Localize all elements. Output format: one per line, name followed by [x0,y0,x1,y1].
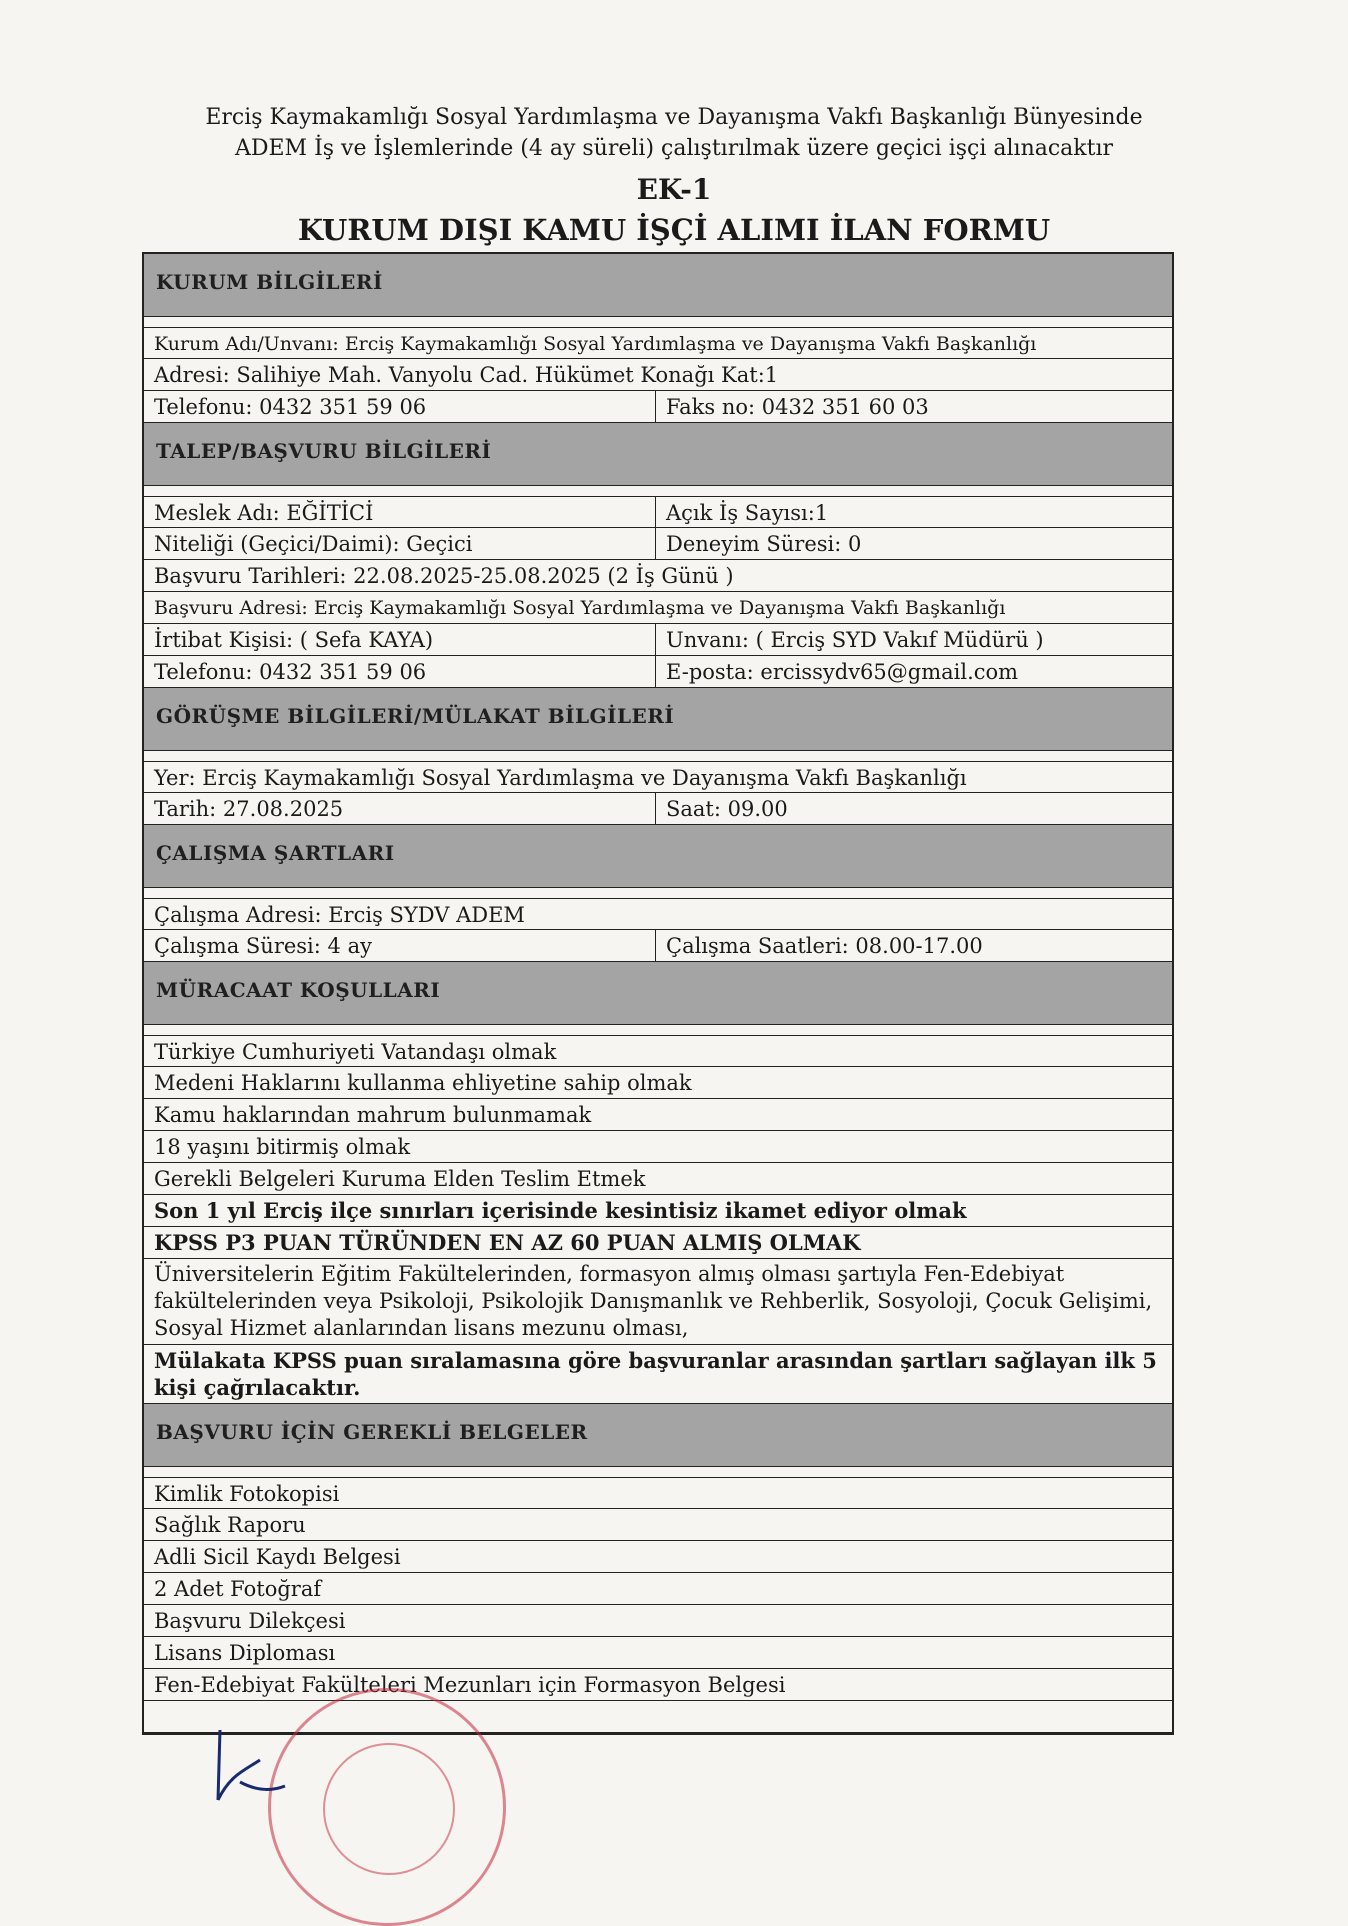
talep-experience: Deneyim Süresi: 0 [666,532,862,556]
muracaat-item-text: 18 yaşını bitirmiş olmak [154,1135,411,1159]
section-muracaat-header [144,962,1172,1025]
doc-title: KURUM DIŞI KAMU İŞÇİ ALIMI İLAN FORMU [297,213,1051,247]
muracaat-item [144,1227,1172,1259]
kurum-fax: Faks no: 0432 351 60 03 [666,395,929,419]
talep-email: E-posta: ercissydv65@gmail.com [666,660,1019,684]
belge-item [144,1669,1172,1701]
muracaat-item-text: Türkiye Cumhuriyeti Vatandaşı olmak [154,1040,557,1064]
belge-item-text: Lisans Diploması [154,1641,336,1665]
talep-job: Meslek Adı: EĞİTİCİ [144,497,656,527]
talep-phone: Telefonu: 0432 351 59 06 [144,656,656,687]
section-talep-title: TALEP/BAŞVURU BİLGİLERİ [156,439,492,463]
belge-item [144,1605,1172,1637]
muracaat-item [144,1035,1172,1067]
section-calisma-title: ÇALIŞMA ŞARTLARI [156,841,395,865]
talep-dates: Başvuru Tarihleri: 22.08.2025-25.08.2025 (2 İş Günü ) [154,564,734,588]
intro-line-2: ADEM İş ve İşlemlerinde (4 ay süreli) çalıştırılmak üzere geçici işçi alınacaktır [234,136,1114,161]
kurum-name-row [144,327,1172,359]
talep-contact-title: Unvanı: ( Erciş SYD Vakıf Müdürü ) [666,628,1044,652]
belge-item [144,1541,1172,1573]
talep-contact: İrtibat Kişisi: ( Sefa KAYA) [144,624,656,655]
official-seal-stamp [268,1688,506,1926]
kurum-name: Kurum Adı/Unvanı: Erciş Kaymakamlığı Sosyal Yardımlaşma ve Dayanışma Vakfı Başkanlığı [154,333,1037,355]
muracaat-item [144,1131,1172,1163]
muracaat-item-text: Gerekli Belgeleri Kuruma Elden Teslim Etmek [154,1167,646,1191]
doc-code: EK-1 [636,173,712,206]
belge-item-text: Adli Sicil Kaydı Belgesi [154,1545,401,1569]
muracaat-item-text: KPSS P3 PUAN TÜRÜNDEN EN AZ 60 PUAN ALMIŞ OLMAK [154,1230,861,1255]
section-gorusme-header [144,688,1172,751]
muracaat-item-text: Son 1 yıl Erciş ilçe sınırları içerisinde kesintisiz ikamet ediyor olmak [154,1198,967,1223]
muracaat-item [144,1195,1172,1227]
section-muracaat-title: MÜRACAAT KOŞULLARI [156,978,441,1002]
gorusme-place: Yer: Erciş Kaymakamlığı Sosyal Yardımlaşma ve Dayanışma Vakfı Başkanlığı [154,766,967,790]
talep-address: Başvuru Adresi: Erciş Kaymakamlığı Sosyal Yardımlaşma ve Dayanışma Vakfı Başkanlığı [154,597,1006,619]
talep-row-contact [144,624,1172,656]
belge-item-text: Kimlik Fotokopisi [154,1482,340,1506]
belge-item-text: Fen-Edebiyat Fakülteleri Mezunları için Formasyon Belgesi [154,1673,786,1697]
belge-item [144,1477,1172,1509]
calisma-address: Çalışma Adresi: Erciş SYDV ADEM [154,903,525,927]
talep-dates-row [144,560,1172,592]
muracaat-item [144,1259,1172,1345]
talep-type: Niteliği (Geçici/Daimi): Geçici [144,528,656,559]
announcement-form [142,252,1174,1735]
muracaat-item-text: Üniversitelerin Eğitim Fakültelerinden, formasyon almış olması şartıyla Fen-Edebiyat fakültelerinden veya Psikoloji, Psikolojik Danışmanlık ve Rehberlik, Sosyoloji, Çocuk Gelişimi, Sosyal Hizmet alanlarından lisans mezunu olması, [154,1262,1153,1340]
belge-item [144,1637,1172,1669]
muracaat-item [144,1067,1172,1099]
section-talep-header [144,423,1172,486]
signature-icon [200,1720,290,1810]
section-kurum-header [144,254,1172,317]
gorusme-time: Saat: 09.00 [666,797,788,821]
muracaat-item-text: Medeni Haklarını kullanma ehliyetine sahip olmak [154,1071,692,1095]
talep-row-phone [144,656,1172,688]
section-calisma-header [144,825,1172,888]
muracaat-item [144,1345,1172,1404]
muracaat-item-text: Kamu haklarından mahrum bulunmamak [154,1103,592,1127]
muracaat-item [144,1163,1172,1195]
kurum-contact-row [144,391,1172,423]
kurum-address: Adresi: Salihiye Mah. Vanyolu Cad. Hükümet Konağı Kat:1 [154,363,779,387]
intro-text [120,102,1228,164]
kurum-address-row [144,359,1172,391]
belge-item-text: Sağlık Raporu [154,1513,306,1537]
gorusme-row-datetime [144,793,1172,825]
section-gorusme-title: GÖRÜŞME BİLGİLERİ/MÜLAKAT BİLGİLERİ [156,704,675,728]
muracaat-item [144,1099,1172,1131]
talep-row-2 [144,528,1172,560]
talep-openings: Açık İş Sayısı:1 [666,501,829,525]
seal-inner-ring [323,1743,455,1875]
belge-item-text: Başvuru Dilekçesi [154,1609,346,1633]
gorusme-place-row [144,761,1172,793]
calisma-hours: Çalışma Saatleri: 08.00-17.00 [666,934,983,958]
talep-address-row [144,592,1172,624]
belge-item-text: 2 Adet Fotoğraf [154,1577,322,1601]
intro-line-1: Erciş Kaymakamlığı Sosyal Yardımlaşma ve Dayanışma Vakfı Başkanlığı Bünyesinde [205,105,1143,130]
calisma-duration: Çalışma Süresi: 4 ay [144,930,656,961]
section-belgeler-title: BAŞVURU İÇİN GEREKLİ BELGELER [156,1420,588,1444]
section-kurum-title: KURUM BİLGİLERİ [156,270,383,294]
muracaat-item-text: Mülakata KPSS puan sıralamasına göre başvuranlar arasından şartları sağlayan ilk 5 kişi çağrılacaktır. [154,1348,1157,1400]
kurum-phone: Telefonu: 0432 351 59 06 [144,391,656,422]
talep-row-1 [144,496,1172,528]
belge-item [144,1573,1172,1605]
section-belgeler-header [144,1404,1172,1467]
belge-item [144,1509,1172,1541]
gorusme-date: Tarih: 27.08.2025 [144,793,656,824]
calisma-row-time [144,930,1172,962]
calisma-address-row [144,898,1172,930]
